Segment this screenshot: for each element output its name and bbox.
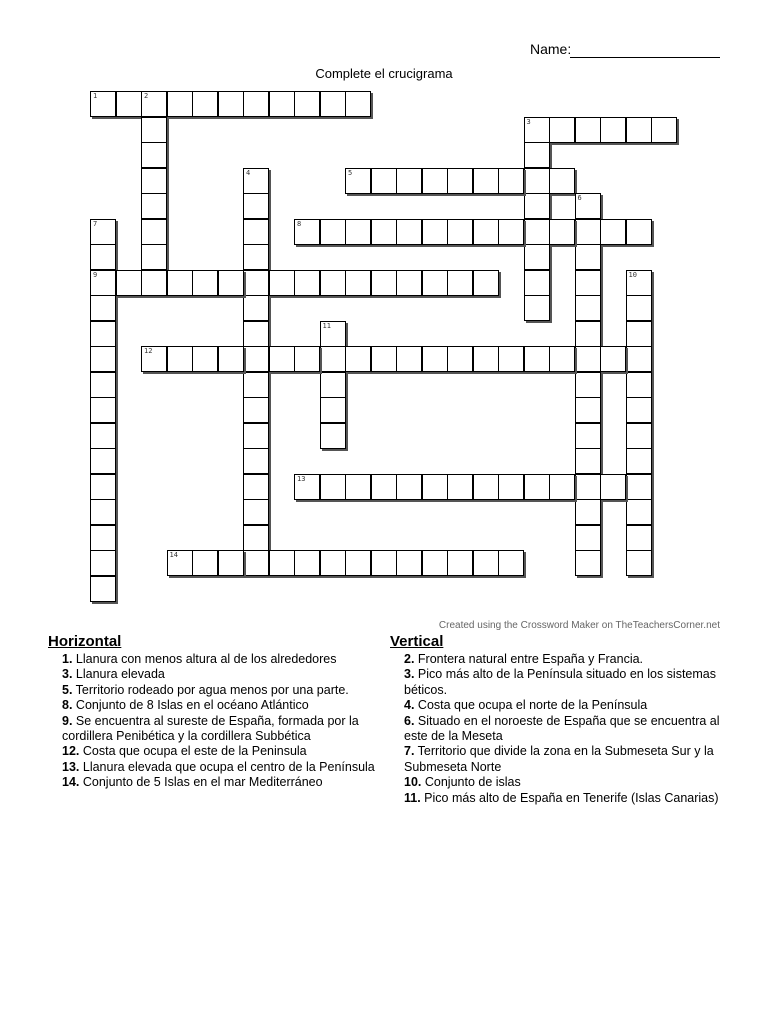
clue-number: 13. xyxy=(62,759,80,774)
grid-cell[interactable] xyxy=(371,346,397,372)
grid-cell[interactable] xyxy=(524,270,550,296)
grid-cell[interactable] xyxy=(320,321,346,347)
grid-cell[interactable] xyxy=(141,193,167,219)
grid-cell[interactable] xyxy=(90,295,116,321)
name-label: Name: xyxy=(530,41,572,57)
grid-cell[interactable] xyxy=(575,372,601,398)
clue-number: 8. xyxy=(62,698,73,713)
grid-cell[interactable] xyxy=(320,270,346,296)
grid-cell[interactable] xyxy=(243,193,269,219)
grid-cell[interactable] xyxy=(116,270,142,296)
horizontal-clue xyxy=(48,683,393,698)
vertical-clue xyxy=(390,775,735,790)
grid-cell[interactable] xyxy=(575,244,601,270)
clue-text: Llanura elevada xyxy=(72,667,165,682)
grid-cell[interactable] xyxy=(320,423,346,449)
clue-number: 5. xyxy=(62,682,73,697)
grid-cell[interactable] xyxy=(626,270,652,296)
grid-cell[interactable] xyxy=(524,346,550,372)
grid-cell[interactable] xyxy=(243,550,269,576)
grid-cell[interactable] xyxy=(651,117,677,143)
grid-cell[interactable] xyxy=(294,550,320,576)
clue-number: 3. xyxy=(62,667,73,682)
vertical-clue xyxy=(390,698,735,713)
clue-text: Costa que ocupa el este de la Peninsula xyxy=(79,744,307,759)
grid-cell[interactable] xyxy=(167,91,193,117)
grid-cell[interactable] xyxy=(320,346,346,372)
grid-cell[interactable] xyxy=(90,372,116,398)
horizontal-clue xyxy=(48,760,393,775)
clue-number: 7. xyxy=(404,744,415,759)
grid-cell[interactable] xyxy=(626,499,652,525)
clue-number: 14. xyxy=(62,775,80,790)
grid-cell[interactable] xyxy=(294,219,320,245)
grid-cell[interactable] xyxy=(473,168,499,194)
clue-number: 11. xyxy=(404,790,421,805)
grid-cell[interactable] xyxy=(626,219,652,245)
grid-cell[interactable] xyxy=(141,91,167,117)
grid-cell[interactable] xyxy=(141,117,167,143)
grid-cell[interactable] xyxy=(447,168,473,194)
grid-cell[interactable] xyxy=(549,474,575,500)
grid-cell[interactable] xyxy=(422,270,448,296)
clue-number: 2. xyxy=(404,652,415,666)
grid-cell[interactable] xyxy=(524,142,550,168)
grid-cell[interactable] xyxy=(626,525,652,551)
vertical-clue xyxy=(390,652,735,667)
credit-text: Created using the Crossword Maker on TheTeachersCorner.net xyxy=(438,620,720,631)
grid-cell[interactable] xyxy=(396,270,422,296)
grid-cell[interactable] xyxy=(141,219,167,245)
grid-cell[interactable] xyxy=(498,168,524,194)
grid-cell[interactable] xyxy=(600,474,626,500)
grid-cell[interactable] xyxy=(90,423,116,449)
grid-cell[interactable] xyxy=(524,295,550,321)
grid-cell[interactable] xyxy=(396,550,422,576)
grid-cell[interactable] xyxy=(575,525,601,551)
grid-cell[interactable] xyxy=(473,270,499,296)
grid-cell[interactable] xyxy=(243,499,269,525)
grid-cell[interactable] xyxy=(243,270,269,296)
grid-cell[interactable] xyxy=(90,397,116,423)
grid-cell[interactable] xyxy=(396,219,422,245)
grid-cell[interactable] xyxy=(90,550,116,576)
grid-cell[interactable] xyxy=(243,346,269,372)
grid-cell[interactable] xyxy=(498,550,524,576)
horizontal-heading: Horizontal xyxy=(48,633,122,650)
grid-cell[interactable] xyxy=(473,219,499,245)
grid-cell[interactable] xyxy=(192,346,218,372)
clue-text: Conjunto de 5 Islas en el mar Mediterráneo xyxy=(79,775,323,790)
page-title: Complete el crucigrama xyxy=(315,66,453,81)
grid-cell[interactable] xyxy=(447,219,473,245)
clue-number: 1. xyxy=(62,652,73,666)
grid-cell[interactable] xyxy=(549,117,575,143)
grid-cell[interactable] xyxy=(269,346,295,372)
grid-cell[interactable] xyxy=(575,423,601,449)
cell-number: 6 xyxy=(577,194,582,202)
horizontal-clues xyxy=(48,632,393,791)
grid-cell[interactable] xyxy=(371,550,397,576)
grid-cell[interactable] xyxy=(422,346,448,372)
cell-number: 7 xyxy=(93,219,98,228)
grid-cell[interactable] xyxy=(90,525,116,551)
vertical-heading: Vertical xyxy=(390,633,444,650)
grid-cell[interactable] xyxy=(422,474,448,500)
grid-cell[interactable] xyxy=(243,525,269,551)
grid-cell[interactable] xyxy=(575,550,601,576)
grid-cell[interactable] xyxy=(90,346,116,372)
grid-cell[interactable] xyxy=(626,423,652,449)
clue-text: Situado en el noroeste de España que se encuentra al este de la Meseta xyxy=(404,713,720,744)
grid-cell[interactable] xyxy=(243,423,269,449)
cell-number: 2 xyxy=(144,92,149,100)
grid-cell[interactable] xyxy=(345,91,371,117)
grid-cell[interactable] xyxy=(243,219,269,245)
grid-cell[interactable] xyxy=(345,270,371,296)
grid-cell[interactable] xyxy=(575,346,601,372)
grid-cell[interactable] xyxy=(141,346,167,372)
grid-cell[interactable] xyxy=(524,244,550,270)
grid-cell[interactable] xyxy=(626,372,652,398)
grid-cell[interactable] xyxy=(218,91,244,117)
grid-cell[interactable] xyxy=(575,219,601,245)
horizontal-clue xyxy=(48,652,393,667)
grid-cell[interactable] xyxy=(116,91,142,117)
grid-cell[interactable] xyxy=(294,346,320,372)
grid-cell[interactable] xyxy=(218,346,244,372)
grid-cell[interactable] xyxy=(498,474,524,500)
horizontal-clue xyxy=(48,714,393,745)
clue-text: Conjunto de 8 Islas en el océano Atlántico xyxy=(72,698,309,713)
grid-cell[interactable] xyxy=(90,91,116,117)
grid-cell[interactable] xyxy=(90,474,116,500)
grid-cell[interactable] xyxy=(192,91,218,117)
grid-cell[interactable] xyxy=(575,397,601,423)
horizontal-clue xyxy=(48,744,393,759)
horizontal-clue xyxy=(48,775,393,790)
clue-number: 3. xyxy=(404,667,415,682)
grid-cell[interactable] xyxy=(345,168,371,194)
cell-number: 10 xyxy=(628,270,637,279)
grid-cell[interactable] xyxy=(90,321,116,347)
grid-cell[interactable] xyxy=(626,550,652,576)
clue-number: 10. xyxy=(404,775,422,790)
cell-number: 4 xyxy=(246,168,251,177)
grid-cell[interactable] xyxy=(320,474,346,500)
clue-number: 6. xyxy=(404,713,415,728)
grid-cell[interactable] xyxy=(243,474,269,500)
grid-cell[interactable] xyxy=(371,219,397,245)
grid-cell[interactable] xyxy=(396,168,422,194)
grid-cell[interactable] xyxy=(549,219,575,245)
grid-cell[interactable] xyxy=(549,346,575,372)
grid-cell[interactable] xyxy=(524,117,550,143)
grid-cell[interactable] xyxy=(447,474,473,500)
grid-cell[interactable] xyxy=(269,91,295,117)
clue-text: Territorio rodeado por agua menos por una parte. xyxy=(72,682,349,697)
grid-cell[interactable] xyxy=(243,448,269,474)
grid-cell[interactable] xyxy=(345,219,371,245)
grid-cell[interactable] xyxy=(90,244,116,270)
grid-cell[interactable] xyxy=(320,397,346,423)
grid-cell[interactable] xyxy=(371,474,397,500)
vertical-clue xyxy=(390,744,735,775)
grid-cell[interactable] xyxy=(218,550,244,576)
grid-cell[interactable] xyxy=(294,474,320,500)
grid-cell[interactable] xyxy=(192,270,218,296)
grid-cell[interactable] xyxy=(371,270,397,296)
grid-cell[interactable] xyxy=(243,372,269,398)
grid-cell[interactable] xyxy=(575,117,601,143)
grid-cell[interactable] xyxy=(626,295,652,321)
grid-cell[interactable] xyxy=(600,117,626,143)
grid-cell[interactable] xyxy=(396,474,422,500)
grid-cell[interactable] xyxy=(524,474,550,500)
grid-cell[interactable] xyxy=(447,550,473,576)
clue-text: Pico más alto de España en Tenerife (Islas Canarias) xyxy=(420,790,719,805)
grid-cell[interactable] xyxy=(320,91,346,117)
grid-cell[interactable] xyxy=(141,244,167,270)
grid-cell[interactable] xyxy=(243,397,269,423)
grid-cell[interactable] xyxy=(498,219,524,245)
grid-cell[interactable] xyxy=(396,346,422,372)
grid-cell[interactable] xyxy=(243,168,269,194)
grid-cell[interactable] xyxy=(422,168,448,194)
grid-cell[interactable] xyxy=(575,474,601,500)
grid-cell[interactable] xyxy=(243,244,269,270)
clue-text: Llanura elevada que ocupa el centro de la Península xyxy=(79,759,375,774)
grid-cell[interactable] xyxy=(447,270,473,296)
grid-cell[interactable] xyxy=(473,550,499,576)
grid-cell[interactable] xyxy=(626,321,652,347)
grid-cell[interactable] xyxy=(345,474,371,500)
clue-text: Frontera natural entre España y Francia. xyxy=(414,652,644,666)
grid-cell[interactable] xyxy=(473,474,499,500)
cell-number: 1 xyxy=(93,92,98,100)
cell-number: 3 xyxy=(526,117,531,126)
grid-cell[interactable] xyxy=(243,321,269,347)
grid-cell[interactable] xyxy=(320,219,346,245)
grid-cell[interactable] xyxy=(345,346,371,372)
grid-cell[interactable] xyxy=(575,499,601,525)
grid-cell[interactable] xyxy=(626,397,652,423)
grid-cell[interactable] xyxy=(473,346,499,372)
grid-cell[interactable] xyxy=(167,270,193,296)
grid-cell[interactable] xyxy=(626,474,652,500)
cell-number: 12 xyxy=(144,347,153,355)
grid-cell[interactable] xyxy=(167,346,193,372)
grid-cell[interactable] xyxy=(626,346,652,372)
grid-cell[interactable] xyxy=(575,295,601,321)
grid-cell[interactable] xyxy=(600,346,626,372)
cell-number: 8 xyxy=(297,219,302,228)
grid-cell[interactable] xyxy=(575,270,601,296)
grid-cell[interactable] xyxy=(294,270,320,296)
cell-number: 14 xyxy=(169,551,178,559)
grid-cell[interactable] xyxy=(218,270,244,296)
grid-cell[interactable] xyxy=(600,219,626,245)
clue-text: Pico más alto de la Península situado en los sistemas béticos. xyxy=(404,667,716,697)
clue-text: Conjunto de islas xyxy=(421,775,521,790)
grid-cell[interactable] xyxy=(90,499,116,525)
grid-cell[interactable] xyxy=(243,295,269,321)
grid-cell[interactable] xyxy=(447,346,473,372)
grid-cell[interactable] xyxy=(575,448,601,474)
clue-text: Territorio que divide la zona en la Submeseta Sur y la Submeseta Norte xyxy=(404,744,714,774)
grid-cell[interactable] xyxy=(575,193,601,219)
grid-cell[interactable] xyxy=(626,117,652,143)
grid-cell[interactable] xyxy=(167,550,193,576)
vertical-clue xyxy=(390,791,735,806)
cell-number: 13 xyxy=(297,474,306,483)
grid-cell[interactable] xyxy=(90,270,116,296)
grid-cell[interactable] xyxy=(141,142,167,168)
grid-cell[interactable] xyxy=(524,219,550,245)
grid-cell[interactable] xyxy=(320,372,346,398)
grid-cell[interactable] xyxy=(269,550,295,576)
grid-cell[interactable] xyxy=(524,168,550,194)
grid-cell[interactable] xyxy=(371,168,397,194)
clue-text: Costa que ocupa el norte de la Península xyxy=(414,698,648,713)
grid-cell[interactable] xyxy=(345,550,371,576)
grid-cell[interactable] xyxy=(549,168,575,194)
horizontal-clue xyxy=(48,667,393,682)
grid-cell[interactable] xyxy=(269,270,295,296)
clue-text: Llanura con menos altura al de los alrededores xyxy=(72,652,337,666)
horizontal-clue xyxy=(48,698,393,713)
grid-cell[interactable] xyxy=(422,550,448,576)
grid-cell[interactable] xyxy=(422,219,448,245)
grid-cell[interactable] xyxy=(575,321,601,347)
clue-number: 4. xyxy=(404,698,415,713)
cell-number: 11 xyxy=(322,321,331,330)
grid-cell[interactable] xyxy=(141,168,167,194)
cell-number: 9 xyxy=(93,270,98,279)
grid-cell[interactable] xyxy=(320,550,346,576)
grid-cell[interactable] xyxy=(626,448,652,474)
cell-number: 5 xyxy=(348,168,353,177)
grid-cell[interactable] xyxy=(90,448,116,474)
grid-cell[interactable] xyxy=(141,270,167,296)
vertical-clues xyxy=(390,632,735,806)
vertical-clue xyxy=(390,714,735,745)
vertical-clue xyxy=(390,667,735,698)
grid-cell[interactable] xyxy=(498,346,524,372)
grid-cell[interactable] xyxy=(524,193,550,219)
clue-text: Se encuentra al sureste de España, formada por la cordillera Penibética y la cordillera Subbética xyxy=(62,713,359,744)
grid-cell[interactable] xyxy=(90,219,116,245)
clue-number: 12. xyxy=(62,744,80,759)
grid-cell[interactable] xyxy=(243,91,269,117)
grid-cell[interactable] xyxy=(294,91,320,117)
clue-number: 9. xyxy=(62,713,73,728)
grid-cell[interactable] xyxy=(192,550,218,576)
grid-cell[interactable] xyxy=(90,576,116,602)
